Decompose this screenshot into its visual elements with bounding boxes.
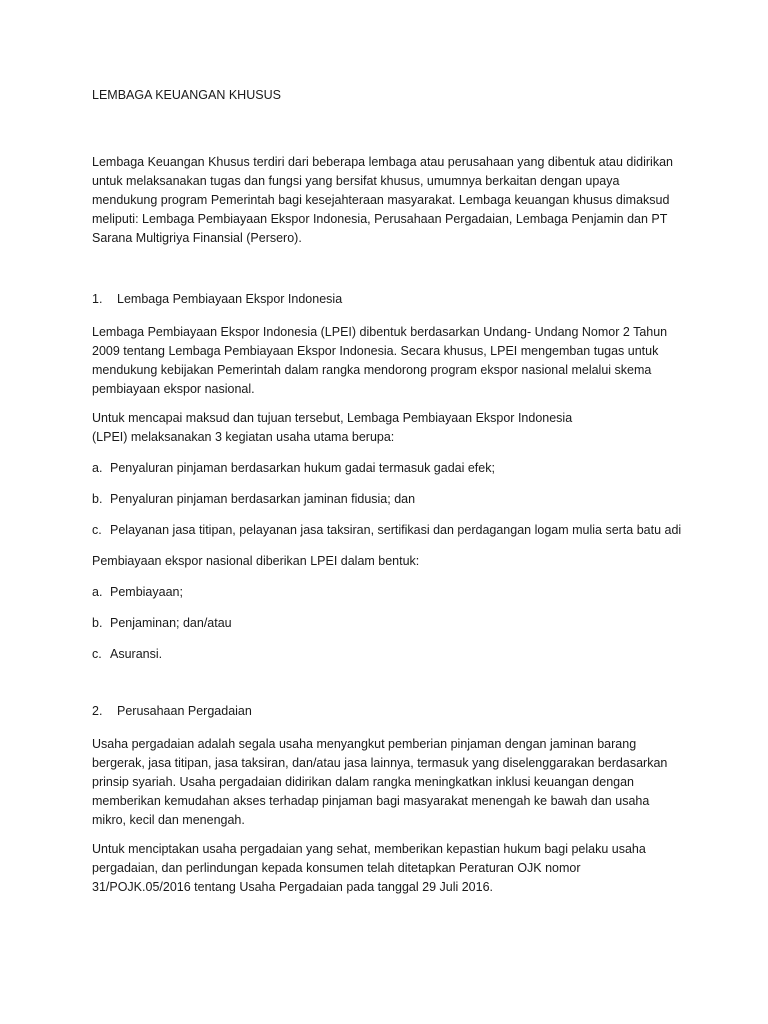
activity-text: Penyaluran pinjaman berdasarkan hukum gadai termasuk gadai efek;: [110, 461, 495, 475]
form-label: a.: [92, 585, 103, 599]
document-body: [92, 86, 682, 907]
activity-text: Penyaluran pinjaman berdasarkan jaminan fidusia; dan: [110, 492, 416, 506]
section-1-paragraph-2-line-2: (LPEI) melaksanakan 3 kegiatan usaha utama berupa:: [92, 430, 395, 444]
section-2-number: 2.: [92, 704, 103, 718]
activity-label: c.: [92, 523, 102, 537]
section-1-title: Lembaga Pembiayaan Ekspor Indonesia: [117, 292, 343, 306]
section-1-heading: [92, 290, 682, 309]
activity-item: [92, 521, 682, 540]
form-item: [92, 614, 682, 633]
intro-paragraph: Lembaga Keuangan Khusus terdiri dari beberapa lembaga atau perusahaan yang dibentuk atau didirikan untuk melaksanakan tugas dan fungsi yang bersifat khusus, umumnya berkaitan dengan upaya mendukung program Pemerintah bagi kesejahteraan masyarakat. Lembaga keuangan khusus dimaksud meliputi: Lembaga Pembiayaan Ekspor Indonesia, Perusahaan Pergadaian, Lembaga Penjamin dan PT Sarana Multigriya Finansial (Persero).: [92, 155, 673, 245]
form-item: [92, 583, 682, 602]
section-2-title: Perusahaan Pergadaian: [117, 704, 252, 718]
section-2-heading: [92, 702, 682, 721]
activity-label: b.: [92, 492, 103, 506]
section-2-paragraph-1: Usaha pergadaian adalah segala usaha menyangkut pemberian pinjaman dengan jaminan barang bergerak, jasa titipan, jasa taksiran, dan/atau jasa lainnya, termasuk yang diselenggarakan berdasarkan prinsip syariah. Usaha pergadaian didirikan dalam rangka meningkatkan inklusi keuangan dengan memberikan kemudahan akses terhadap pinjaman bagi masyarakat menengah ke bawah dan usaha mikro, kecil dan menengah.: [92, 737, 668, 827]
section-2-paragraph-2: Untuk menciptakan usaha pergadaian yang sehat, memberikan kepastian hukum bagi pelaku usaha pergadaian, dan perlindungan kepada konsumen telah ditetapkan Peraturan OJK nomor 31/POJK.05/2016 tentang Usaha Pergadaian pada tanggal 29 Juli 2016.: [92, 842, 646, 894]
section-1-number: 1.: [92, 292, 103, 306]
document-title: LEMBAGA KEUANGAN KHUSUS: [92, 88, 281, 102]
form-text: Pembiayaan;: [110, 585, 183, 599]
activity-label: a.: [92, 461, 103, 475]
section-1-paragraph-3: Pembiayaan ekspor nasional diberikan LPEI dalam bentuk:: [92, 554, 420, 568]
form-text: Asuransi.: [110, 647, 163, 661]
section-1-paragraph-1: Lembaga Pembiayaan Ekspor Indonesia (LPEI) dibentuk berdasarkan Undang- Undang Nomor 2 Tahun 2009 tentang Lembaga Pembiayaan Ekspor Indonesia. Secara khusus, LPEI mengemban tugas untuk mendukung kebijakan Pemerintah dalam rangka mendorong program ekspor nasional melalui skema pembiayaan ekspor nasional.: [92, 325, 668, 396]
activity-item: [92, 490, 682, 509]
form-text: Penjaminan; dan/atau: [110, 616, 232, 630]
form-label: c.: [92, 647, 102, 661]
section-1-paragraph-2: [92, 409, 682, 447]
activity-text: Pelayanan jasa titipan, pelayanan jasa taksiran, sertifikasi dan perdagangan logam mulia serta batu adi: [110, 523, 682, 537]
form-item: [92, 645, 682, 664]
form-label: b.: [92, 616, 103, 630]
section-1-paragraph-2-line-1: Untuk mencapai maksud dan tujuan tersebut, Lembaga Pembiayaan Ekspor Indonesia: [92, 411, 573, 425]
section-spacer: [92, 676, 682, 702]
activity-item: [92, 459, 682, 478]
